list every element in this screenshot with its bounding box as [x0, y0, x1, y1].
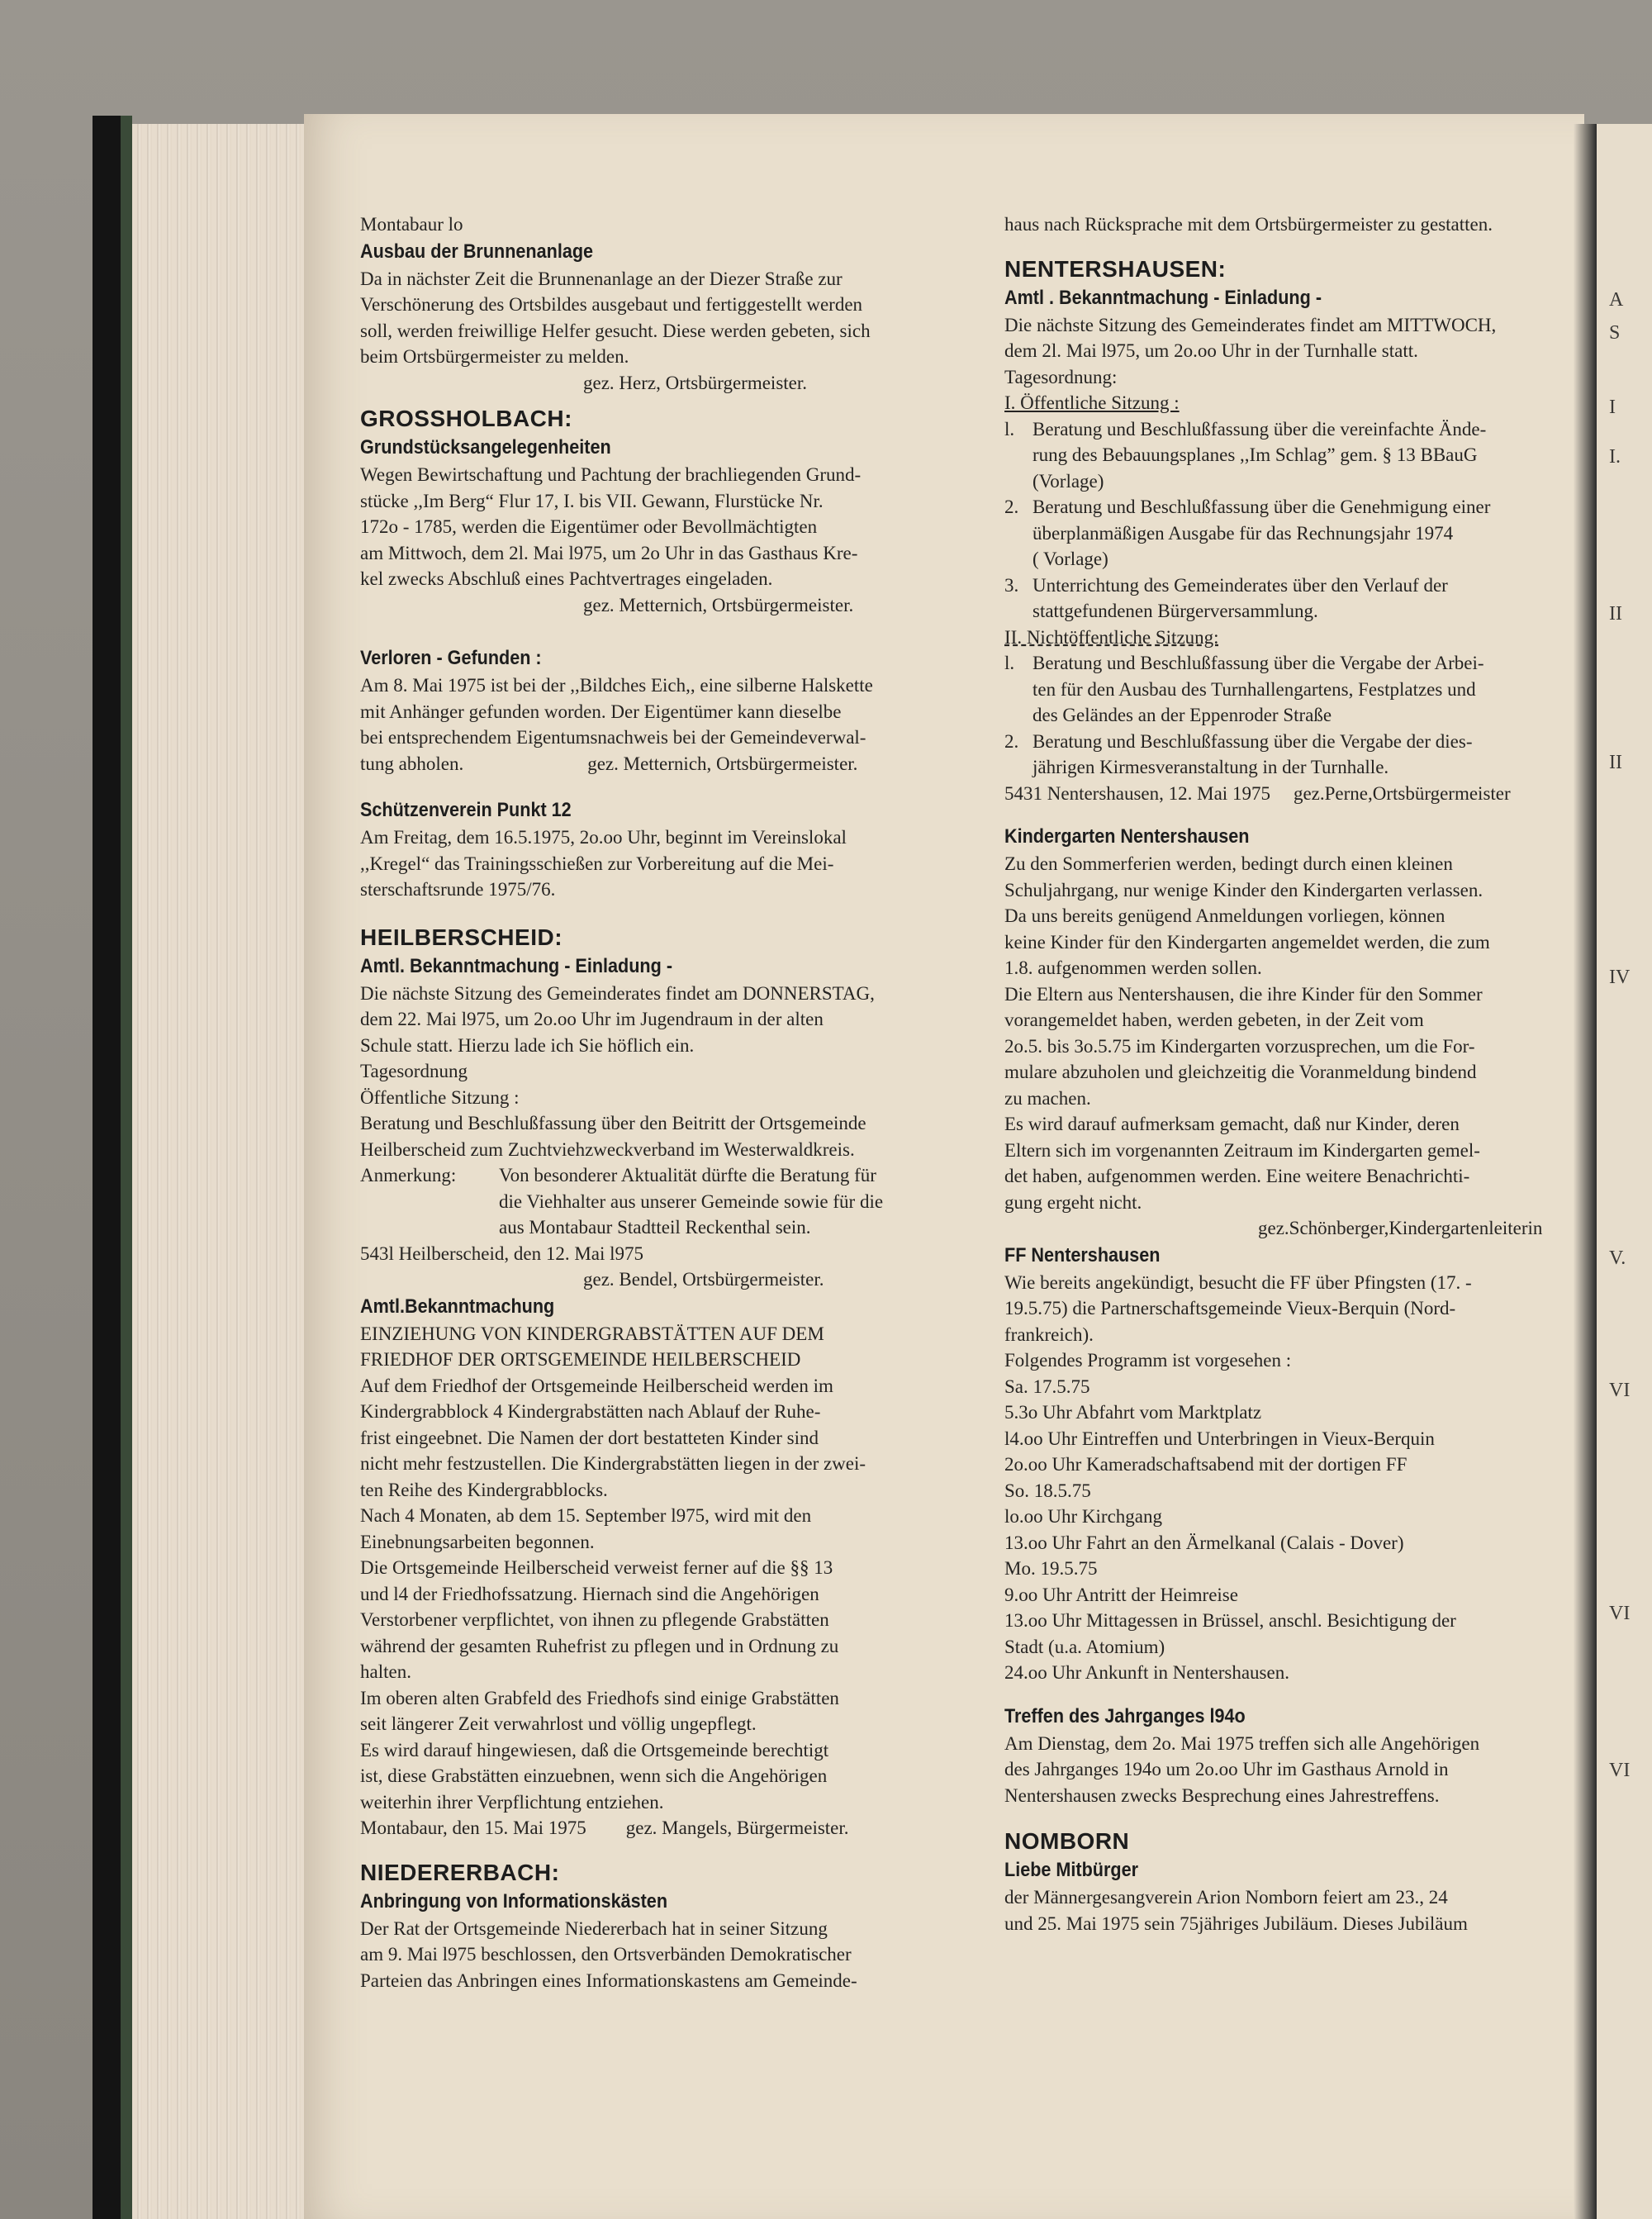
heilberscheid-place-date: 543l Heilberscheid, den 12. Mai l975: [360, 1243, 644, 1264]
agenda-number: 3.: [1004, 574, 1019, 596]
verloren-signature: gez. Metternich, Ortsbürgermeister.: [587, 753, 858, 774]
text-line: Mo. 19.5.75: [1004, 1558, 1098, 1579]
text-line: 1.8. aufgenommen werden sollen.: [1004, 957, 1262, 978]
ff-heading: FF Nentershausen: [1004, 1243, 1161, 1266]
private-items: [1004, 650, 1583, 781]
agenda-item: [1004, 729, 1583, 781]
text-line: ,,Kregel“ das Trainingsschießen zur Vorbereitung auf die Mei-: [360, 853, 834, 874]
text-line: keine Kinder für den Kindergarten angemeldet werden, die zum: [1004, 931, 1490, 953]
agenda-item: [1004, 416, 1583, 495]
agenda-line: Beratung und Beschlußfassung über die vereinfachte Ände-: [1032, 418, 1487, 440]
facing-page: [1597, 124, 1652, 2219]
text-line: 19.5.75) die Partnerschaftsgemeinde Vieux-Berquin (Nord-: [1004, 1298, 1456, 1319]
text-line: Im oberen alten Grabfeld des Friedhofs sind einige Grabstätten: [360, 1687, 839, 1708]
text-line: Heilberscheid zum Zuchtviehzweckverband im Westerwaldkreis.: [360, 1138, 855, 1160]
nentershausen-title: NENTERSHAUSEN:: [1004, 255, 1227, 282]
niedererbach-title: NIEDERERBACH:: [360, 1859, 560, 1885]
text-line: Auf dem Friedhof der Ortsgemeinde Heilberscheid werden im: [360, 1375, 833, 1396]
text-line: Tagesordnung:: [1004, 366, 1118, 387]
agenda-line: Unterrichtung des Gemeinderates über den Verlauf der: [1032, 574, 1448, 596]
text-line: Sa. 17.5.75: [1004, 1376, 1090, 1397]
agenda-line: ten für den Ausbau des Turnhallengartens, Festplatzes und: [1032, 678, 1476, 700]
text-line: Wegen Bewirtschaftung und Pachtung der brachliegenden Grund-: [360, 464, 862, 485]
agenda-line: stattgefundenen Bürgerversammlung.: [1032, 601, 1318, 621]
text-line: halten.: [360, 1661, 411, 1682]
text-line: dem 22. Mai l975, um 2o.oo Uhr im Jugendraum in der alten: [360, 1009, 824, 1029]
text-line: Eltern sich im vorgenannten Zeitraum im Kindergarten gemel-: [1004, 1139, 1480, 1161]
text-line: zu machen.: [1004, 1087, 1091, 1109]
text-line: ten Reihe des Kindergrabblocks.: [360, 1479, 608, 1500]
schuetzen-heading: Schützenverein Punkt 12: [360, 799, 572, 821]
cover-edge: [121, 116, 132, 2219]
grossholbach-title: GROSSHOLBACH:: [360, 406, 572, 431]
text-line: die Viehhalter aus unserer Gemeinde sowie für die: [499, 1190, 884, 1212]
text-line: bei entsprechendem Eigentumsnachweis bei der Gemeindeverwal-: [360, 727, 866, 748]
niedererbach-heading: Anbringung von Informationskästen: [360, 1889, 668, 1913]
text-line: 13.oo Uhr Fahrt an den Ärmelkanal (Calais - Dover): [1004, 1532, 1404, 1553]
text-line: sterschaftsrunde 1975/76.: [360, 879, 556, 900]
fragment: II: [1609, 603, 1622, 625]
text-line: Am Freitag, dem 16.5.1975, 2o.oo Uhr, beginnt im Vereinslokal: [360, 827, 847, 848]
niedererbach-body: [360, 1916, 996, 1994]
text-line: Wie bereits angekündigt, besucht die FF über Pfingsten (17. -: [1004, 1271, 1472, 1293]
agenda-line: Beratung und Beschlußfassung über die Vergabe der Arbei-: [1032, 653, 1484, 673]
nomborn-heading: Liebe Mitbürger: [1004, 1859, 1139, 1881]
text-line: Die nächste Sitzung des Gemeinderates findet am MITTWOCH,: [1004, 314, 1497, 335]
brunnen-body: [360, 266, 996, 370]
text-line: Kindergrabblock 4 Kindergrabstätten nach Ablauf der Ruhe-: [360, 1401, 821, 1422]
left-column: [360, 211, 996, 1993]
text-line: am 9. Mai l975 beschlossen, den Ortsverbänden Demokratischer: [360, 1944, 852, 1965]
text-line: det haben, aufgenommen werden. Eine weitere Benachrichti-: [1004, 1166, 1470, 1186]
agenda-line: Beratung und Beschlußfassung über die Vergabe der dies-: [1032, 730, 1473, 752]
fragment: II: [1609, 752, 1622, 773]
text-line: Stadt (u.a. Atomium): [1004, 1636, 1165, 1657]
nentershausen-signature: gez.Perne,Ortsbürgermeister: [1293, 782, 1511, 804]
text-line: Beratung und Beschlußfassung über den Beitritt der Ortsgemeinde: [360, 1113, 866, 1133]
text-line: Am 8. Mai 1975 ist bei der ,,Bildches Eich,, eine silberne Halskette: [360, 675, 873, 696]
text-line: l4.oo Uhr Eintreffen und Unterbringen in Vieux-Berquin: [1004, 1428, 1435, 1449]
heilberscheid-note: [360, 1162, 996, 1241]
text-line: soll, werden freiwillige Helfer gesucht. Diese werden gebeten, sich: [360, 320, 871, 341]
text-line: 172o - 1785, werden die Eigentümer oder Bevollmächtigten: [360, 516, 818, 537]
text-line: und l4 der Friedhofssatzung. Hiernach sind die Angehörigen: [360, 1583, 819, 1604]
text-line: weiterhin ihrer Verpflichtung entziehen.: [360, 1791, 664, 1813]
page-stack-edges: [132, 124, 310, 2219]
amtl2-heading: Amtl.Bekanntmachung: [360, 1295, 555, 1318]
text-line: vorangemeldet haben, werden gebeten, in der Zeit vom: [1004, 1010, 1424, 1030]
text-line: nicht mehr festzustellen. Die Kindergrabstätten liegen in der zwei-: [360, 1453, 866, 1474]
text-line: am Mittwoch, dem 2l. Mai l975, um 2o Uhr in das Gasthaus Kre-: [360, 542, 858, 563]
jahrgang-body: [1004, 1731, 1583, 1809]
grossholbach-heading: Grundstücksangelegenheiten: [360, 436, 611, 459]
text-line: Verschönerung des Ortsbildes ausgebaut und fertiggestellt werden: [360, 294, 863, 315]
fragment: S: [1609, 322, 1621, 344]
grossholbach-body: [360, 462, 996, 592]
jahrgang-heading: Treffen des Jahrganges l94o: [1004, 1704, 1246, 1727]
agenda-line: jährigen Kirmesveranstaltung in der Turnhalle.: [1032, 757, 1389, 777]
text-line: 2o.5. bis 3o.5.75 im Kindergarten vorzusprechen, um die For-: [1004, 1035, 1475, 1057]
text-line: seit längerer Zeit verwahrlost und völlig ungepflegt.: [360, 1713, 757, 1734]
intro-line: Montabaur lo: [360, 214, 463, 235]
agenda-line: des Geländes an der Eppenroder Straße: [1032, 705, 1332, 725]
text-line: Parteien das Anbringen eines Informationskastens am Gemeinde-: [360, 1970, 857, 1991]
nomborn-body: [1004, 1884, 1583, 1936]
amtl2-footer: Montabaur, den 15. Mai 1975 gez. Mangels, Bürgermeister.: [360, 1817, 849, 1838]
continued-line: haus nach Rücksprache mit dem Ortsbürgermeister zu gestatten.: [1004, 214, 1493, 235]
agenda-line: (Vorlage): [1032, 470, 1104, 492]
right-column: [1004, 211, 1583, 1936]
nentershausen-heading: Amtl . Bekanntmachung - Einladung -: [1004, 286, 1322, 309]
text-line: des Jahrganges 194o um 2o.oo Uhr im Gasthaus Arnold in: [1004, 1759, 1449, 1779]
book-spine: [93, 116, 121, 2219]
fragment: I: [1609, 397, 1616, 418]
text-line: frankreich).: [1004, 1323, 1094, 1345]
text-line: stücke ,,Im Berg“ Flur 17, I. bis VII. Gewann, Flurstücke Nr.: [360, 490, 824, 511]
text-line: Es wird darauf hingewiesen, daß die Ortsgemeinde berechtigt: [360, 1739, 829, 1760]
text-line: aus Montabaur Stadtteil Reckenthal sein.: [499, 1217, 811, 1238]
text-line: mit Anhänger gefunden worden. Der Eigentümer kann dieselbe: [360, 701, 842, 722]
text-line: ist, diese Grabstätten einzuebnen, wenn sich die Angehörigen: [360, 1765, 828, 1786]
text-line: Zu den Sommerferien werden, bedingt durch einen kleinen: [1004, 853, 1453, 874]
verloren-last-line: tung abholen. gez. Metternich, Ortsbürgermeister.: [360, 753, 858, 774]
text-line: gung ergeht nicht.: [1004, 1191, 1142, 1213]
text-line: der Männergesangverein Arion Nomborn feiert am 23., 24: [1004, 1887, 1448, 1908]
text-line: Einebnungsarbeiten begonnen.: [360, 1531, 595, 1552]
text-line: Der Rat der Ortsgemeinde Niedererbach hat in seiner Sitzung: [360, 1917, 828, 1939]
text-line: Da uns bereits genügend Anmeldungen vorliegen, können: [1004, 905, 1446, 926]
text-line: Am Dienstag, dem 2o. Mai 1975 treffen sich alle Angehörigen: [1004, 1732, 1480, 1754]
agenda-line: überplanmäßigen Ausgabe für das Rechnungsjahr 1974: [1032, 522, 1454, 544]
text-line: lo.oo Uhr Kirchgang: [1004, 1506, 1162, 1527]
kindergarten-signature: gez.Schönberger,Kindergartenleiterin: [1258, 1218, 1543, 1238]
fragment: IV: [1609, 967, 1631, 988]
grossholbach-signature: gez. Metternich, Ortsbürgermeister.: [583, 594, 854, 615]
agenda-item: [1004, 650, 1583, 729]
text-line: Folgendes Programm ist vorgesehen :: [1004, 1350, 1292, 1371]
text-line: mulare abzuholen und gleichzeitig die Voranmeldung bindend: [1004, 1062, 1477, 1082]
agenda-line: Beratung und Beschlußfassung über die Genehmigung einer: [1032, 497, 1491, 517]
text-line: Verstorbener verpflichtet, von ihnen zu pflegende Grabstätten: [360, 1609, 829, 1630]
fragment: VI: [1609, 1760, 1631, 1781]
brunnen-signature: gez. Herz, Ortsbürgermeister.: [583, 372, 808, 393]
text-line: Nentershausen zwecks Besprechung eines Jahrestreffens.: [1004, 1784, 1440, 1806]
text-line: Die nächste Sitzung des Gemeinderates findet am DONNERSTAG,: [360, 982, 875, 1004]
public-session-heading: I. Öffentliche Sitzung :: [1004, 392, 1180, 413]
nomborn-title: NOMBORN: [1004, 1828, 1130, 1854]
private-session-heading: II. Nichtöffentliche Sitzung:: [1004, 626, 1219, 648]
text-line: Es wird darauf aufmerksam gemacht, daß nur Kinder, deren: [1004, 1114, 1460, 1134]
fragment: I.: [1609, 446, 1621, 468]
nentershausen-body: [1004, 312, 1583, 391]
text-line: 13.oo Uhr Mittagessen in Brüssel, anschl. Besichtigung der: [1004, 1610, 1456, 1631]
text-line: 24.oo Uhr Ankunft in Nentershausen.: [1004, 1662, 1289, 1683]
fragment: A: [1609, 289, 1624, 311]
text-line: Öffentliche Sitzung :: [360, 1086, 520, 1108]
agenda-line: ( Vorlage): [1032, 549, 1108, 569]
text-line: Tagesordnung: [360, 1061, 468, 1081]
agenda-number: l.: [1004, 418, 1015, 440]
text-line: So. 18.5.75: [1004, 1480, 1091, 1501]
agenda-line: rung des Bebauungsplanes ,,Im Schlag” gem. § 13 BBauG: [1032, 444, 1478, 465]
brunnen-heading: Ausbau der Brunnenanlage: [360, 240, 594, 263]
public-items: [1004, 416, 1583, 625]
text-line: kel zwecks Abschluß eines Pachtvertrages eingeladen.: [360, 568, 773, 589]
text-line: während der gesamten Ruhefrist zu pflegen und in Ordnung zu: [360, 1635, 839, 1656]
text-line: EINZIEHUNG VON KINDERGRABSTÄTTEN AUF DEM: [360, 1323, 824, 1344]
text-line: Von besonderer Aktualität dürfte die Beratung für: [499, 1165, 876, 1186]
text-line: Da in nächster Zeit die Brunnenanlage an der Diezer Straße zur: [360, 268, 843, 289]
text-line: FRIEDHOF DER ORTSGEMEINDE HEILBERSCHEID: [360, 1349, 801, 1370]
text-line: Die Eltern aus Nentershausen, die ihre Kinder für den Sommer: [1004, 983, 1483, 1005]
fragment: VI: [1609, 1380, 1631, 1401]
amtl2-signature: gez. Mangels, Bürgermeister.: [625, 1817, 849, 1838]
schuetzen-body: [360, 824, 996, 903]
verloren-heading: Verloren - Gefunden :: [360, 647, 542, 669]
ff-body: [1004, 1270, 1583, 1686]
amtl2-body: [360, 1321, 996, 1816]
text-line: 2o.oo Uhr Kameradschaftsabend mit der dortigen FF: [1004, 1454, 1408, 1475]
text-line: und 25. Mai 1975 sein 75jähriges Jubiläum. Dieses Jubiläum: [1004, 1913, 1468, 1934]
fragment: V.: [1609, 1247, 1626, 1269]
text-line: 9.oo Uhr Antritt der Heimreise: [1004, 1584, 1238, 1605]
kindergarten-heading: Kindergarten Nentershausen: [1004, 825, 1250, 848]
text-line: Die Ortsgemeinde Heilberscheid verweist ferner auf die §§ 13: [360, 1557, 833, 1578]
agenda-item: [1004, 573, 1583, 625]
agenda-number: 2.: [1004, 730, 1019, 752]
text-line: frist eingeebnet. Die Namen der dort bestatteten Kinder sind: [360, 1427, 819, 1448]
text-line: Schule statt. Hierzu lade ich Sie höflich ein.: [360, 1034, 695, 1056]
text-line: beim Ortsbürgermeister zu melden.: [360, 346, 629, 367]
text-line: Schuljahrgang, nur wenige Kinder den Kindergarten verlassen.: [1004, 879, 1483, 900]
agenda-item: [1004, 494, 1583, 573]
nentershausen-footer: 5431 Nentershausen, 12. Mai 1975 gez.Perne,Ortsbürgermeister: [1004, 782, 1511, 804]
verloren-body: [360, 672, 996, 751]
heilberscheid-signature: gez. Bendel, Ortsbürgermeister.: [583, 1269, 824, 1290]
fragment: VI: [1609, 1603, 1631, 1624]
text-line: dem 2l. Mai l975, um 2o.oo Uhr in der Turnhalle statt.: [1004, 340, 1418, 361]
kindergarten-body: [1004, 851, 1583, 1215]
heilberscheid-body: [360, 981, 996, 1163]
note-label: Anmerkung:: [360, 1165, 457, 1186]
agenda-number: 2.: [1004, 497, 1019, 517]
heilberscheid-heading: Amtl. Bekanntmachung - Einladung -: [360, 954, 673, 977]
text-line: 5.3o Uhr Abfahrt vom Marktplatz: [1004, 1402, 1262, 1423]
text-line: Nach 4 Monaten, ab dem 15. September l975, wird mit den: [360, 1505, 812, 1526]
agenda-number: l.: [1004, 653, 1015, 673]
heilberscheid-title: HEILBERSCHEID:: [360, 924, 563, 950]
